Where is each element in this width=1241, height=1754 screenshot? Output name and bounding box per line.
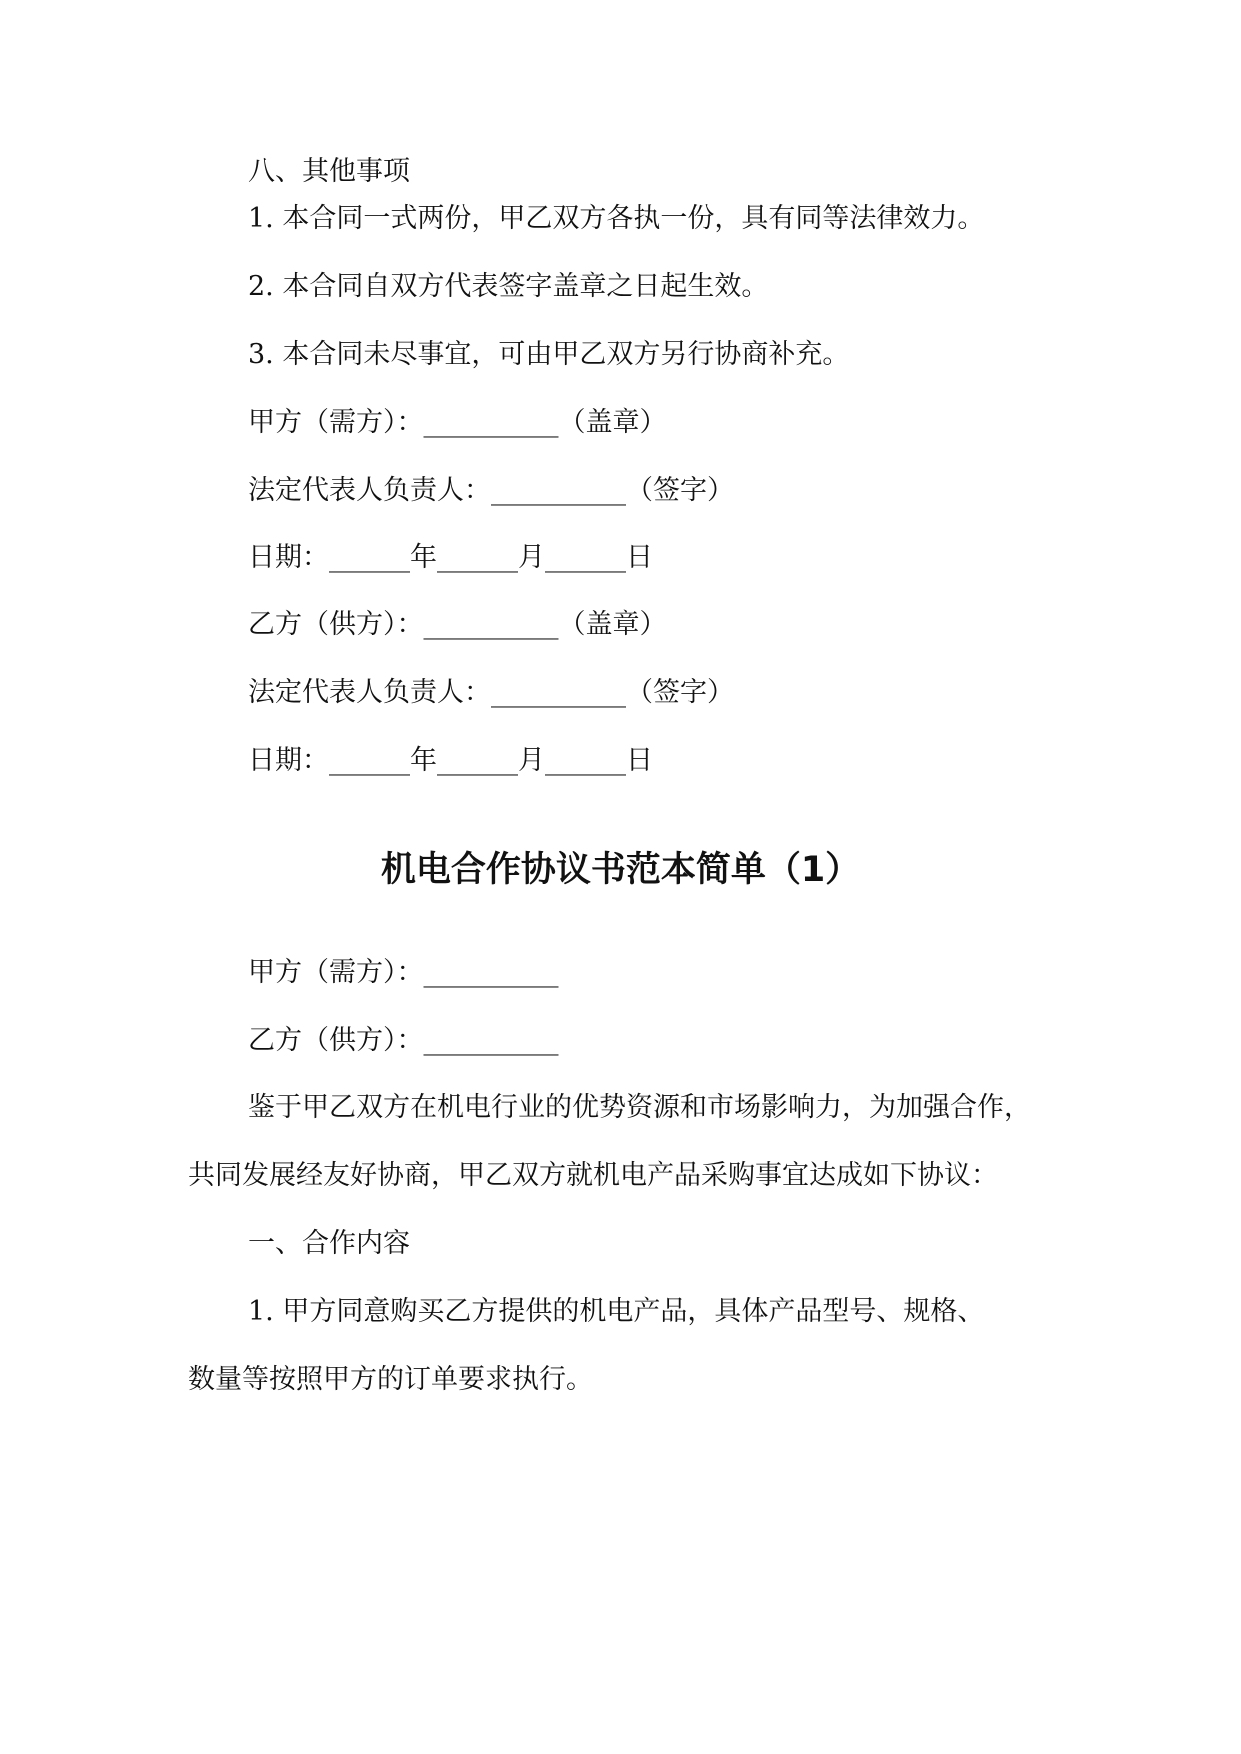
new-party-a-line: 甲方（需方）：__________	[248, 957, 559, 988]
section-8-item-1: 1. 本合同一式两份，甲乙双方各执一份，具有同等法律效力。	[248, 203, 985, 234]
section-1-item-1-line-1: 1. 甲方同意购买乙方提供的机电产品，具体产品型号、规格、	[248, 1296, 985, 1327]
section-1-heading: 一、合作内容	[248, 1228, 410, 1259]
party-b-representative-line: 法定代表人负责人：__________（签字）	[248, 677, 734, 708]
party-b-seal-line: 乙方（供方）：__________（盖章）	[248, 609, 667, 640]
section-8-item-3: 3. 本合同未尽事宜，可由甲乙双方另行协商补充。	[248, 339, 850, 370]
section-8-item-2: 2. 本合同自双方代表签字盖章之日起生效。	[248, 271, 769, 302]
preamble-line-2: 共同发展经友好协商，甲乙双方就机电产品采购事宜达成如下协议：	[188, 1160, 998, 1191]
party-a-seal-line: 甲方（需方）：__________（盖章）	[248, 407, 667, 438]
party-a-date-line: 日期：______年______月______日	[248, 542, 653, 573]
section-8-heading: 八、其他事项	[248, 156, 410, 187]
document-title: 机电合作协议书范本简单（1）	[380, 850, 861, 890]
preamble-line-1: 鉴于甲乙双方在机电行业的优势资源和市场影响力，为加强合作，	[248, 1092, 1031, 1123]
new-party-b-line: 乙方（供方）：__________	[248, 1025, 559, 1056]
section-1-item-1-line-2: 数量等按照甲方的订单要求执行。	[188, 1364, 593, 1395]
party-a-representative-line: 法定代表人负责人：__________（签字）	[248, 475, 734, 506]
party-b-date-line: 日期：______年______月______日	[248, 745, 653, 776]
